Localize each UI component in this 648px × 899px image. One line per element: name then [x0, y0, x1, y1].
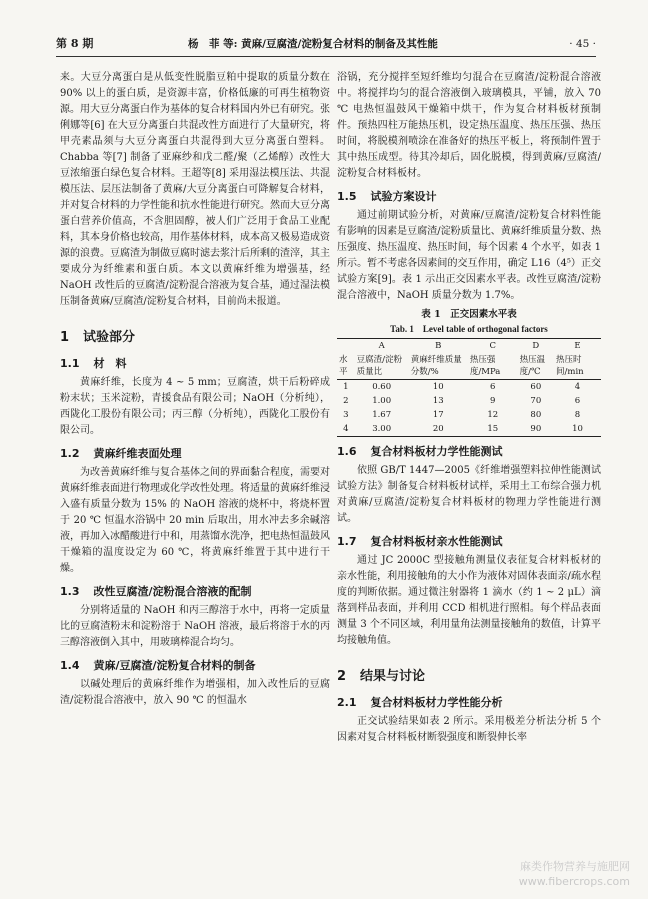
section-1-5-heading: 1.5 试验方案设计	[337, 190, 437, 203]
solution-prep-paragraph: 分别将适量的 NaOH 和丙三醇溶于水中，再将一定质量比的豆腐渣粉末和淀粉溶于 NaOH 溶液，最后将溶于水的丙三醇溶液倒入其中，用玻璃棒混合均匀。	[60, 605, 330, 648]
table-row: 1 0.60 10 6 60 4	[343, 382, 581, 392]
results-paragraph: 正交试验结果如表 2 所示。采用极差分析法分析 5 个因素对复合材料板材断裂强度和断裂伸长率	[337, 716, 601, 743]
table-header-cell: 黄麻纤维质量分数/%	[410, 355, 462, 377]
section-2-1-heading: 2.1 复合材料板材力学性能分析	[337, 696, 503, 709]
table-letter-cell: B	[435, 341, 442, 351]
section-2-heading: 2 结果与讨论	[337, 669, 426, 684]
section-1-heading: 1 试验部分	[60, 330, 136, 345]
table-row: 3 1.67 17 12 80 8	[343, 410, 581, 420]
table-letter-cell: E	[574, 341, 581, 351]
table-header-cell: 水平	[339, 355, 348, 377]
issue-number: 第 8 期	[56, 37, 94, 50]
table-row: 4 3.00 20 15 90 10	[337, 422, 601, 437]
materials-paragraph: 黄麻纤维，长度为 4 ~ 5 mm；豆腐渣，烘干后粉碎成粉末状；玉米淀粉，青援食品有限公司；NaOH（分析纯），西陇化工股份有限公司；丙三醇（分析纯），西陇化工股份有限公司。	[60, 377, 330, 436]
section-1-1-heading: 1.1 材 料	[60, 357, 127, 370]
table-letter-cell	[337, 339, 355, 354]
factor-level-table	[337, 338, 601, 437]
right-column	[337, 70, 601, 746]
table-letter-cell: A	[378, 341, 385, 351]
surface-treatment-paragraph: 为改善黄麻纤维与复合基体之间的界面黏合程度，需要对黄麻纤维表面进行物理或化学改性处理。将适量的黄麻纤维浸入盛有质量分数为 15% 的 NaOH 溶液的烧杯中，将烧杯置于 20 ℃ 恒温水浴锅中 20 min 后取出，用水冲去多余碱溶液，再加入冰醋酸进行中和，用蒸馏水洗净，把电热恒温鼓风干燥箱的温度设定为 60 ℃，将黄麻纤维置于其中进行干燥。	[60, 467, 330, 574]
table-caption: 表 1 正交因素水平表	[421, 309, 517, 320]
section-1-7-heading: 1.7 复合材料板材亲水性能测试	[337, 535, 503, 548]
section-1-3-heading: 1.3 改性豆腐渣/淀粉混合溶液的配制	[60, 585, 252, 598]
intro-paragraph: 来。大豆分离蛋白是从低变性脱脂豆粕中提取的质量分数在 90% 以上的蛋白质，是资源丰富，价格低廉的可再生植物资源。用大豆分离蛋白作为基体的复合材料国内外已有研究。张俐娜等[6] 在大豆分离蛋白共混改性方面进行了大量研究，将甲壳素晶须与大豆分离蛋白共混得到大豆分离蛋白塑料。Chabba 等[7] 制备了亚麻纱和戊二醛/聚（乙烯醇）改性大豆浓缩蛋白绿色复合材料。王超等[8] 采用湿法模压法、共混模压法、层压法制备了黄麻/大豆分离蛋白可降解复合材料，并对复合材料的力学性能和抗水性能进行研究。然而大豆分离蛋白营养价值高，不含胆固醇，被人们广泛用于食品工业配料，其本身价格也较高，用作基体材料，成本高又极易造成资源的浪费。豆腐渣为制做豆腐时滤去浆汁后所剩的渣滓，其主要成分为纤维素和蛋白质。本文以黄麻纤维为增强基，经 NaOH 改性后的豆腐渣/淀粉混合溶液为复合基，通过湿法模压制备黄麻/豆腐渣/淀粉复合材料，目前尚未报道。	[60, 72, 330, 307]
table-header-cell: 热压强度/MPa	[469, 355, 501, 377]
table-letter-row	[337, 339, 601, 354]
section-1-2-heading: 1.2 黄麻纤维表面处理	[60, 447, 182, 460]
table-header-row	[337, 353, 601, 380]
composite-prep-continued: 浴锅，充分搅拌至短纤维均匀混合在豆腐渣/淀粉混合溶液中。将搅拌均匀的混合溶液倒入玻璃模具，平铺，放入 70 ℃ 电热恒温鼓风干燥箱中烘干，作为复合材料板材预制件。预热四柱万能热压机，设定热压温度、热压压强、热压时间，将脱模剂喷涂在准备好的热压平板上，将预制件置于其中热压成型。待其冷却后，固化脱模，得到黄麻/豆腐渣/淀粉复合材料板材。	[337, 72, 601, 179]
table-header-cell: 热压时间/min	[556, 355, 584, 377]
table-header-cell: 热压温度/℃	[519, 355, 546, 377]
table-letter-cell: C	[489, 341, 497, 351]
left-column	[60, 70, 330, 709]
section-1-4-heading: 1.4 黄麻/豆腐渣/淀粉复合材料的制备	[60, 659, 256, 672]
site-watermark: 麻类作物营养与施肥网 www.fibercrops.com	[518, 860, 630, 888]
table-row: 2 1.00 13 9 70 6	[343, 396, 581, 406]
running-title: 杨 菲 等: 黄麻/豆腐渣/淀粉复合材料的制备及其性能	[188, 38, 438, 50]
hydrophilic-test-paragraph: 通过 JC 2000C 型接触角测量仪表征复合材料板材的亲水性能，利用接触角的大小作为液体对固体表面亲/疏水程度的判断依据。通过微注射器将 1 滴水（约 1 ~ 2 μL）滴落到样品表面，并利用 CCD 相机进行照相。每个样品表面测量 3 个不同区域，利用量角法测量接触角的数值，计算平均接触角值。	[337, 555, 601, 646]
composite-prep-paragraph: 以碱处理后的黄麻纤维作为增强相，加入改性后的豆腐渣/淀粉混合溶液中，放入 90 ℃ 的恒温水	[60, 679, 330, 706]
section-1-6-heading: 1.6 复合材料板材力学性能测试	[337, 445, 503, 458]
design-paragraph: 通过前期试验分析，对黄麻/豆腐渣/淀粉复合材料性能有影响的因素是豆腐渣/淀粉质量比、黄麻纤维质量分数、热压强度、热压温度、热压时间，每个因素 4 个水平，如表 1 所示。暂不考虑各因素间的交互作用，确定 L16（4⁵）正交试验方案[9]。表 1 示出正交因素水平表。改性豆腐渣/淀粉混合溶液中，NaOH 质量分数为 1.7%。	[337, 210, 601, 301]
table-letter-cell: D	[532, 341, 540, 351]
mechanical-test-paragraph: 依照 GB/T 1447—2005《纤维增强塑料拉伸性能测试试验方法》制备复合材料板材试样，采用土工布综合强力机对黄麻/豆腐渣/淀粉复合材料板材的物理力学性能进行测试。	[337, 465, 601, 524]
table-caption-en: Tab. 1 Level table of orthogonal factors	[390, 324, 548, 334]
page-number: · 45 ·	[569, 38, 596, 50]
page-header	[56, 36, 596, 57]
table-header-cell: 豆腐渣/淀粉质量比	[356, 355, 402, 377]
